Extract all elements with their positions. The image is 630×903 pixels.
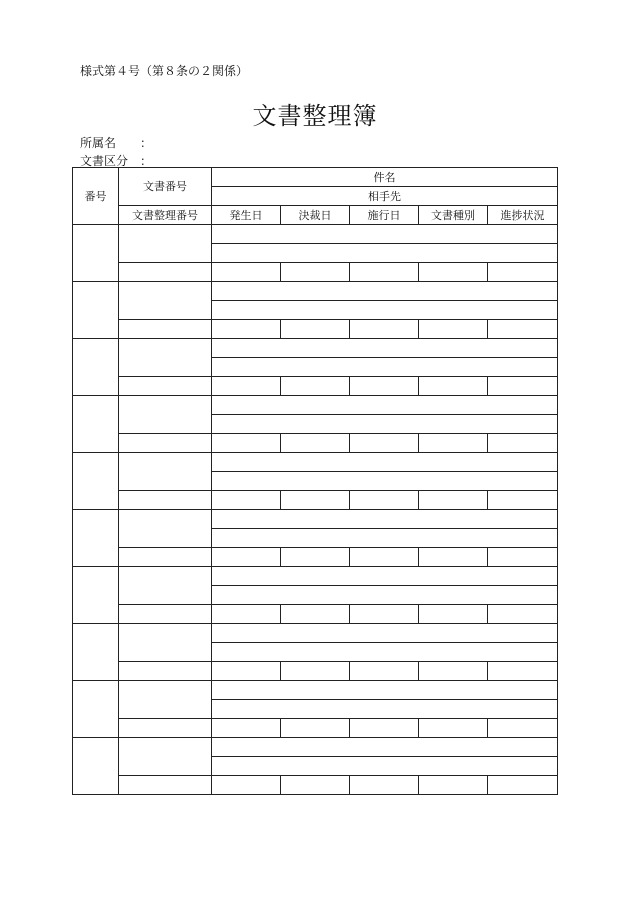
entry-approval-date-cell[interactable]: [281, 719, 350, 738]
entry-document-type-cell[interactable]: [419, 605, 488, 624]
entry-row: [73, 263, 558, 282]
entry-counterparty-cell[interactable]: [212, 472, 558, 491]
entry-progress-status-cell[interactable]: [488, 662, 558, 681]
entry-document-type-cell[interactable]: [419, 320, 488, 339]
header-doc-number: 文書番号: [119, 168, 212, 206]
entry-enforcement-date-cell[interactable]: [350, 434, 419, 453]
entry-doc-file-number-cell[interactable]: [119, 434, 212, 453]
header-doc-file-number: 文書整理番号: [119, 206, 212, 225]
entry-progress-status-cell[interactable]: [488, 434, 558, 453]
entry-number-cell[interactable]: [73, 567, 119, 624]
affiliation-label: 所属名: [80, 136, 117, 150]
entry-occurrence-date-cell[interactable]: [212, 434, 281, 453]
entry-doc-file-number-cell[interactable]: [119, 605, 212, 624]
entry-row: [73, 491, 558, 510]
entry-counterparty-cell[interactable]: [212, 301, 558, 320]
entry-row: [73, 776, 558, 795]
entry-subject-cell[interactable]: [212, 339, 558, 358]
header-enforcement-date: 施行日: [350, 206, 419, 225]
entry-subject-cell[interactable]: [212, 567, 558, 586]
entry-occurrence-date-cell[interactable]: [212, 491, 281, 510]
entry-row: [73, 719, 558, 738]
entry-subject-cell[interactable]: [212, 738, 558, 757]
entry-progress-status-cell[interactable]: [488, 320, 558, 339]
entry-row: [73, 320, 558, 339]
entry-occurrence-date-cell[interactable]: [212, 548, 281, 567]
entry-approval-date-cell[interactable]: [281, 434, 350, 453]
entry-number-cell[interactable]: [73, 738, 119, 795]
entry-occurrence-date-cell[interactable]: [212, 263, 281, 282]
entry-progress-status-cell[interactable]: [488, 776, 558, 795]
entry-subject-cell[interactable]: [212, 453, 558, 472]
entry-enforcement-date-cell[interactable]: [350, 605, 419, 624]
header-progress-status: 進捗状況: [488, 206, 558, 225]
entry-row: [73, 510, 558, 529]
entry-counterparty-cell[interactable]: [212, 700, 558, 719]
document-ledger-table: [72, 167, 558, 795]
entry-counterparty-cell[interactable]: [212, 586, 558, 605]
header-occurrence-date: 発生日: [212, 206, 281, 225]
entry-counterparty-cell[interactable]: [212, 757, 558, 776]
entry-progress-status-cell[interactable]: [488, 548, 558, 567]
entry-enforcement-date-cell[interactable]: [350, 548, 419, 567]
entry-progress-status-cell[interactable]: [488, 605, 558, 624]
entry-subject-cell[interactable]: [212, 396, 558, 415]
entry-occurrence-date-cell[interactable]: [212, 605, 281, 624]
entry-doc-file-number-cell[interactable]: [119, 776, 212, 795]
entry-row: [73, 738, 558, 757]
entry-document-type-cell[interactable]: [419, 548, 488, 567]
entry-doc-number-cell[interactable]: [119, 624, 212, 662]
affiliation-separator: ：: [140, 136, 153, 150]
entry-number-cell[interactable]: [73, 282, 119, 339]
document-category-separator: ：: [140, 154, 153, 168]
entry-document-type-cell[interactable]: [419, 263, 488, 282]
page-title: 文書整理簿: [252, 102, 378, 130]
entry-subject-cell[interactable]: [212, 282, 558, 301]
entry-approval-date-cell[interactable]: [281, 605, 350, 624]
entry-doc-file-number-cell[interactable]: [119, 719, 212, 738]
entry-enforcement-date-cell[interactable]: [350, 491, 419, 510]
header-counterparty: 相手先: [212, 187, 558, 206]
entry-enforcement-date-cell[interactable]: [350, 662, 419, 681]
entry-approval-date-cell[interactable]: [281, 377, 350, 396]
header-number: 番号: [73, 168, 119, 225]
entry-number-cell[interactable]: [73, 396, 119, 453]
entry-subject-cell[interactable]: [212, 624, 558, 643]
entry-doc-number-cell[interactable]: [119, 510, 212, 548]
header-row-3: [73, 206, 558, 225]
entry-occurrence-date-cell[interactable]: [212, 377, 281, 396]
entry-row: [73, 548, 558, 567]
entry-row: [73, 624, 558, 643]
entry-document-type-cell[interactable]: [419, 719, 488, 738]
entry-row: [73, 434, 558, 453]
header-subject: 件名: [212, 168, 558, 187]
entry-row: [73, 282, 558, 301]
entry-number-cell[interactable]: [73, 681, 119, 738]
entry-enforcement-date-cell[interactable]: [350, 320, 419, 339]
entry-doc-number-cell[interactable]: [119, 282, 212, 320]
entry-document-type-cell[interactable]: [419, 434, 488, 453]
entry-doc-number-cell[interactable]: [119, 738, 212, 776]
entry-document-type-cell[interactable]: [419, 776, 488, 795]
entry-progress-status-cell[interactable]: [488, 491, 558, 510]
entry-doc-number-cell[interactable]: [119, 453, 212, 491]
entry-subject-cell[interactable]: [212, 681, 558, 700]
entry-number-cell[interactable]: [73, 510, 119, 567]
entry-row: [73, 662, 558, 681]
header-document-type: 文書種別: [419, 206, 488, 225]
entry-enforcement-date-cell[interactable]: [350, 776, 419, 795]
entry-enforcement-date-cell[interactable]: [350, 263, 419, 282]
entry-row: [73, 225, 558, 244]
entry-doc-file-number-cell[interactable]: [119, 320, 212, 339]
entry-number-cell[interactable]: [73, 339, 119, 396]
entry-occurrence-date-cell[interactable]: [212, 320, 281, 339]
entry-doc-file-number-cell[interactable]: [119, 263, 212, 282]
entry-progress-status-cell[interactable]: [488, 719, 558, 738]
entry-row: [73, 681, 558, 700]
entry-approval-date-cell[interactable]: [281, 263, 350, 282]
entry-row: [73, 567, 558, 586]
entry-approval-date-cell[interactable]: [281, 548, 350, 567]
entry-enforcement-date-cell[interactable]: [350, 719, 419, 738]
entry-progress-status-cell[interactable]: [488, 377, 558, 396]
entry-counterparty-cell[interactable]: [212, 415, 558, 434]
entry-row: [73, 396, 558, 415]
entry-row: [73, 605, 558, 624]
entry-counterparty-cell[interactable]: [212, 643, 558, 662]
entry-occurrence-date-cell[interactable]: [212, 776, 281, 795]
entry-occurrence-date-cell[interactable]: [212, 719, 281, 738]
entry-approval-date-cell[interactable]: [281, 491, 350, 510]
entry-document-type-cell[interactable]: [419, 662, 488, 681]
entry-number-cell[interactable]: [73, 453, 119, 510]
entry-number-cell[interactable]: [73, 225, 119, 282]
header-row-1: [73, 168, 558, 187]
affiliation-field: [80, 134, 152, 151]
entry-row: [73, 453, 558, 472]
entry-subject-cell[interactable]: [212, 225, 558, 244]
entry-row: [73, 377, 558, 396]
document-category-label: 文書区分: [80, 154, 129, 168]
entry-doc-file-number-cell[interactable]: [119, 662, 212, 681]
entry-document-type-cell[interactable]: [419, 377, 488, 396]
entry-subject-cell[interactable]: [212, 510, 558, 529]
entry-number-cell[interactable]: [73, 624, 119, 681]
form-number: 様式第４号（第８条の２関係）: [80, 64, 249, 78]
entry-doc-number-cell[interactable]: [119, 339, 212, 377]
entry-doc-number-cell[interactable]: [119, 567, 212, 605]
entry-approval-date-cell[interactable]: [281, 320, 350, 339]
entry-counterparty-cell[interactable]: [212, 358, 558, 377]
entry-approval-date-cell[interactable]: [281, 662, 350, 681]
entry-doc-number-cell[interactable]: [119, 225, 212, 263]
entry-document-type-cell[interactable]: [419, 491, 488, 510]
entry-enforcement-date-cell[interactable]: [350, 377, 419, 396]
header-approval-date: 決裁日: [281, 206, 350, 225]
ledger-body: [73, 168, 558, 795]
entry-doc-file-number-cell[interactable]: [119, 377, 212, 396]
entry-doc-file-number-cell[interactable]: [119, 491, 212, 510]
entry-occurrence-date-cell[interactable]: [212, 662, 281, 681]
entry-approval-date-cell[interactable]: [281, 776, 350, 795]
entry-progress-status-cell[interactable]: [488, 263, 558, 282]
entry-counterparty-cell[interactable]: [212, 244, 558, 263]
entry-row: [73, 339, 558, 358]
entry-counterparty-cell[interactable]: [212, 529, 558, 548]
entry-doc-number-cell[interactable]: [119, 681, 212, 719]
entry-doc-file-number-cell[interactable]: [119, 548, 212, 567]
entry-doc-number-cell[interactable]: [119, 396, 212, 434]
